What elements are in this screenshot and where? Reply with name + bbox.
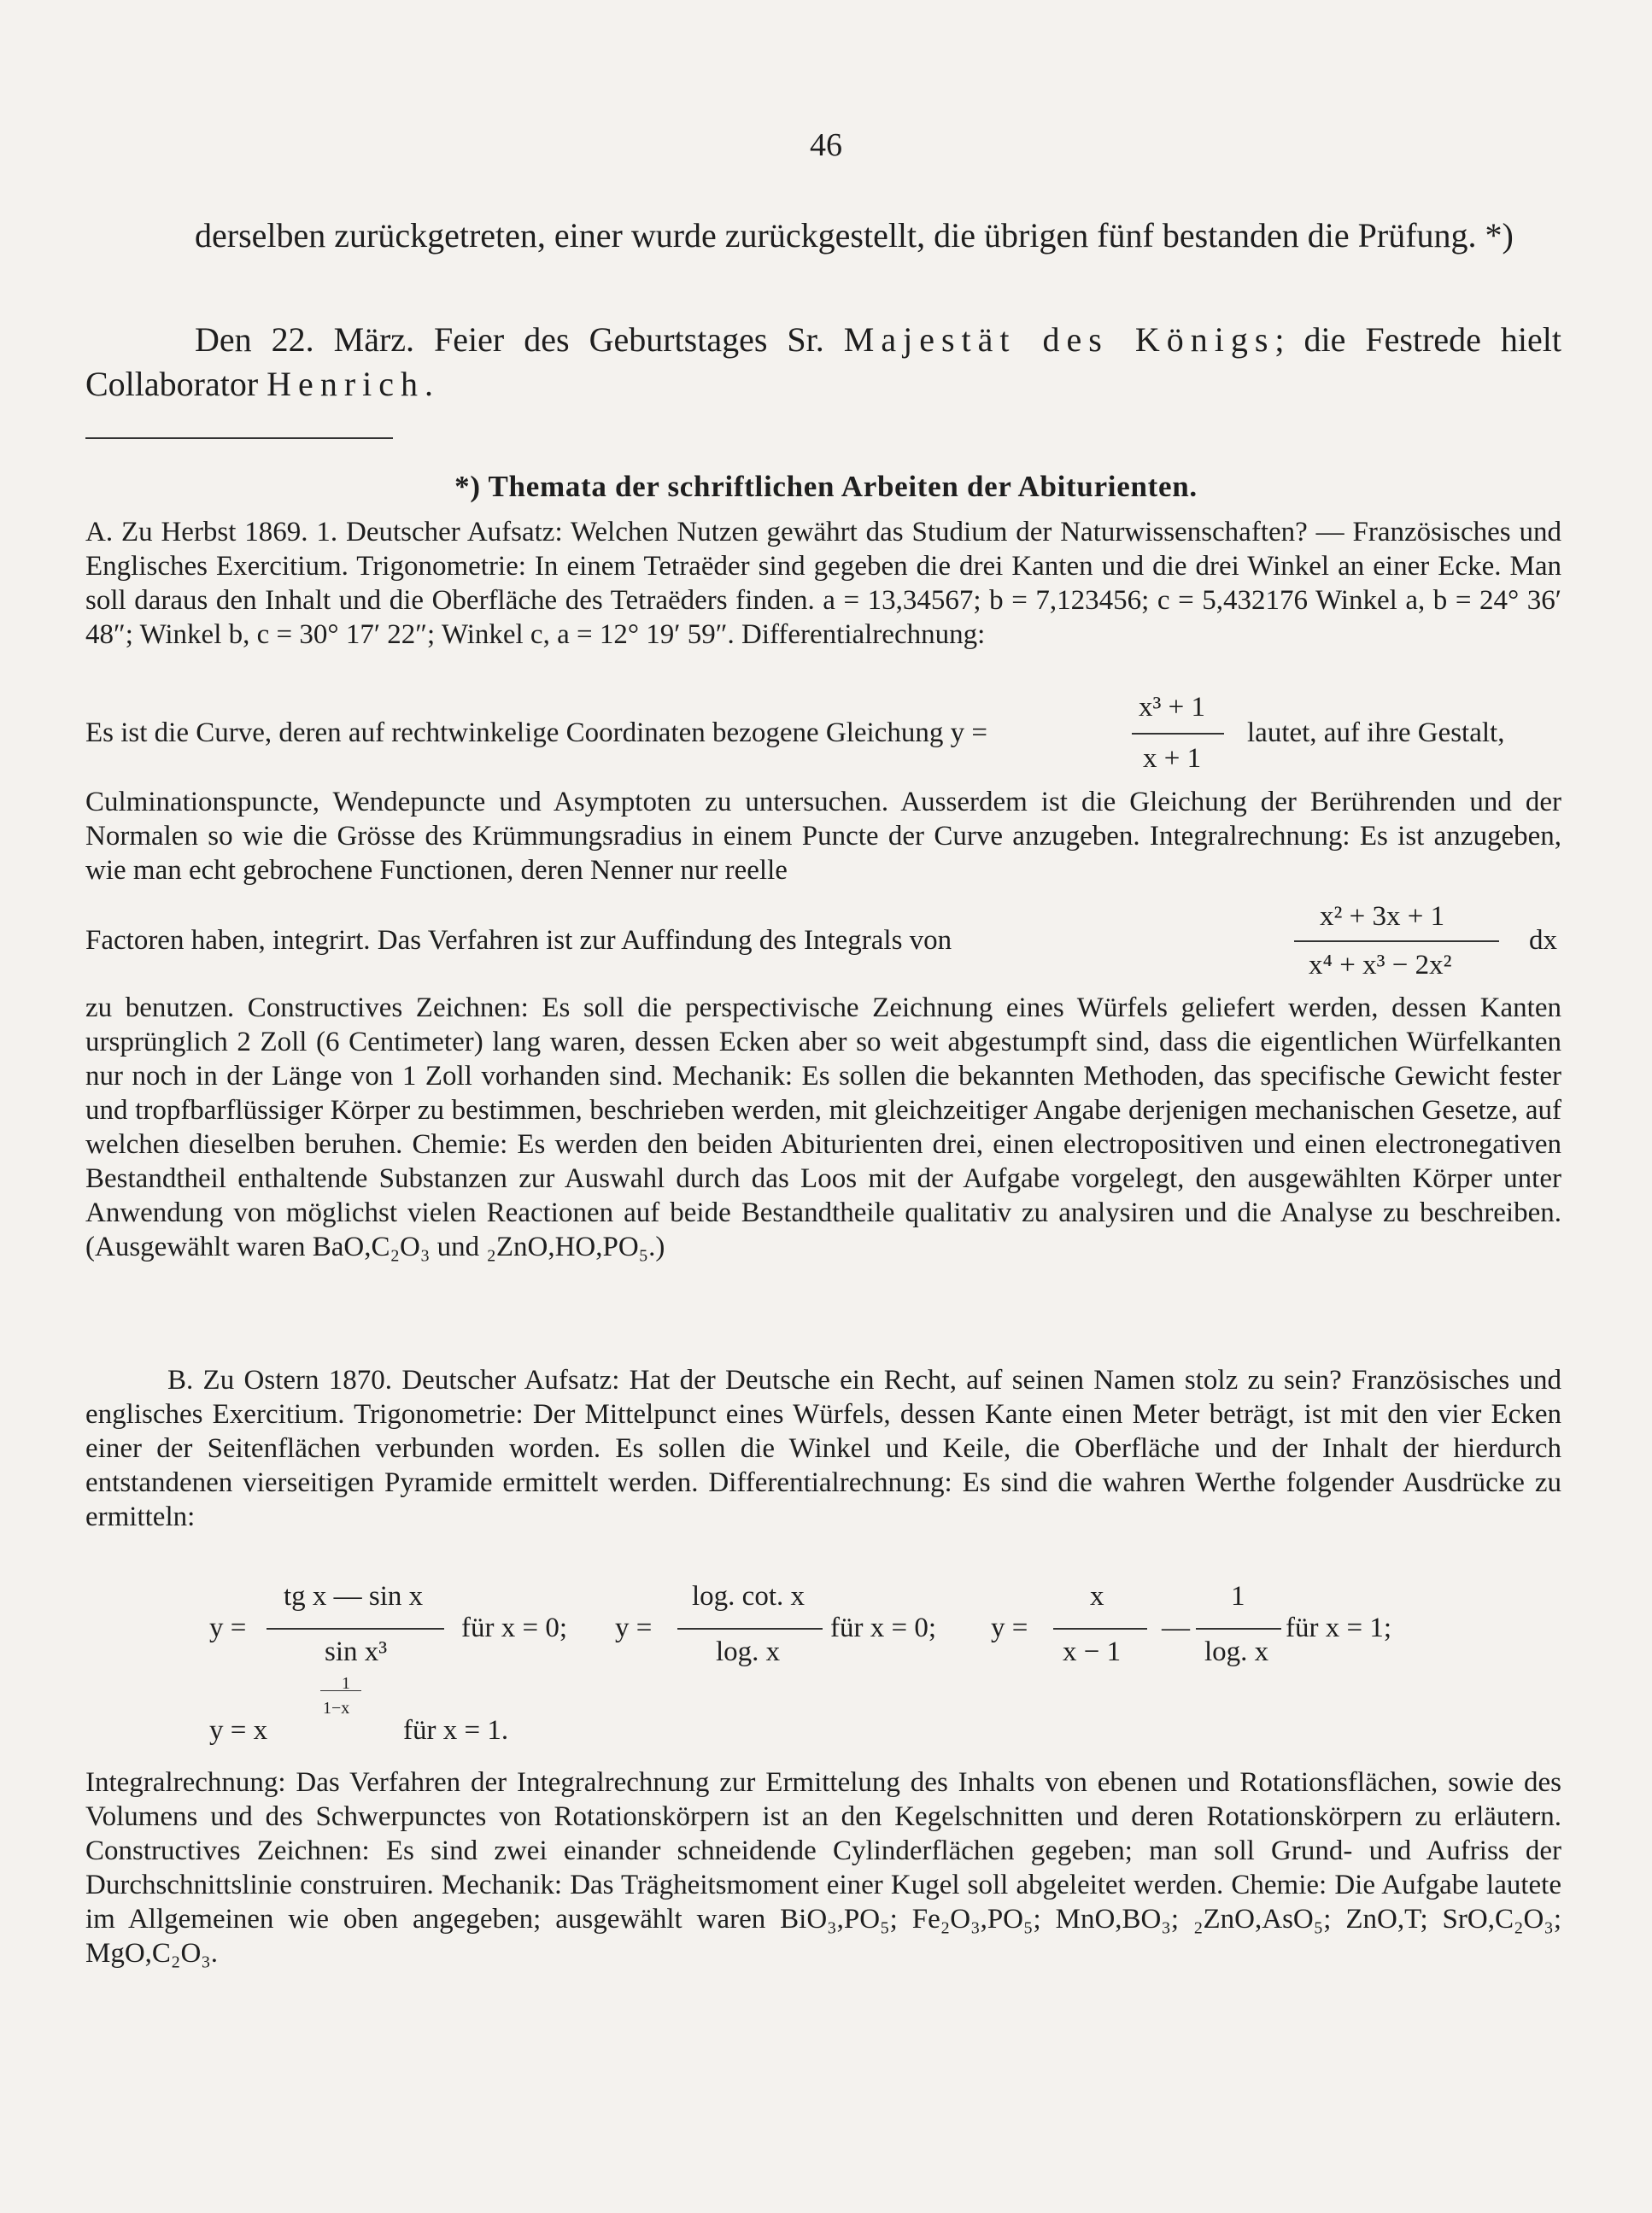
- section-a-text-2: Culminationspuncte, Wendepuncte und Asymptoten zu untersuchen. Ausserdem ist die Gleichung der Berührenden und der Normalen so wie die Grösse des Krümmungsradius in einem Puncte der Curve anzugeben. Integralrechnung: Es ist anzugeben, wie man echt gebrochene Functionen, deren Nenner nur reelle: [85, 787, 1561, 886]
- integral-numerator: x² + 3x + 1: [1320, 901, 1445, 932]
- section-a-text: A. Zu Herbst 1869. 1. Deutscher Aufsatz: Welchen Nutzen gewährt das Studium der Naturwissenschaften? — Französisches und Englisches Exercitium. Trigonometrie: In einem Tetraëder sind gegeben die drei Kanten und die drei Winkel an einer Ecke. Man soll daraus den Inhalt und die Oberfläche des Tetraëders finden. a = 13,34567; b = 7,123456; c = 5,432176 Winkel a, b = 24° 36′ 48″; Winkel b, c = 30° 17′ 22″; Winkel c, a = 12° 19′ 59″. Differentialrechnung:: [85, 517, 1561, 650]
- formula-2-y: y =: [615, 1613, 653, 1643]
- formula-4-exponent-bar: [320, 1690, 361, 1691]
- curve-denominator: x + 1: [1143, 743, 1202, 774]
- formula-4-condition: für x = 1.: [403, 1715, 509, 1746]
- formula-3b-bar: [1196, 1628, 1281, 1630]
- formula-3-y: y =: [991, 1613, 1028, 1643]
- formula-2-condition: für x = 0;: [830, 1613, 937, 1643]
- body-paragraph-1-text: derselben zurückgetreten, einer wurde zurückgestellt, die übrigen fünf bestanden die Prüfung. *): [195, 216, 1514, 255]
- curve-numerator: x³ + 1: [1139, 692, 1206, 723]
- footnote-title: *) Themata der schriftlichen Arbeiten der Abiturienten.: [454, 470, 1198, 503]
- page-number: 46: [810, 127, 842, 163]
- integral-dx: dx: [1529, 925, 1557, 956]
- formula-1-numerator: tg x — sin x: [284, 1581, 424, 1612]
- integral-denominator: x⁴ + x³ − 2x²: [1309, 950, 1452, 981]
- formula-1-bar: [267, 1628, 444, 1630]
- period: .: [425, 365, 433, 403]
- formula-3a-bar: [1053, 1628, 1147, 1630]
- formula-4-base: y = x: [209, 1715, 268, 1746]
- curve-line: [85, 716, 1561, 750]
- footnote-rule: [85, 437, 393, 439]
- formula-3a-numerator: x: [1090, 1581, 1104, 1612]
- formula-4-exponent-numerator: 1: [342, 1674, 350, 1693]
- formula-3a-denominator: x − 1: [1063, 1636, 1122, 1667]
- speaker-name: Henrich: [267, 365, 425, 403]
- formula-3b-denominator: log. x: [1204, 1636, 1269, 1667]
- formula-1-condition: für x = 0;: [461, 1613, 568, 1643]
- formula-3-minus: —: [1162, 1613, 1190, 1643]
- formula-4-exponent-denominator: 1−x: [323, 1699, 350, 1718]
- body-paragraph-2: [85, 318, 1561, 407]
- majesty-text: Majestät des Königs: [843, 320, 1275, 359]
- integral-lead: Factoren haben, integrirt. Das Verfahren ist zur Auffindung des Integrals von: [85, 925, 952, 956]
- section-b-text-2: Integralrechnung: Das Verfahren der Integralrechnung zur Ermittelung des Inhalts von ebenen und Rotationsflächen, sowie des Volumens und des Schwerpunctes von Rotationskörpern ist an den Kegelschnitten und deren Rotationskörpern zu erläutern. Constructives Zeichnen: Es sind zwei einander schneidende Cylinderflächen gegeben; man soll Grund- und Aufriss der Durchschnittslinie construiren. Mechanik: Das Trägheitsmoment einer Kugel soll abgeleitet werden. Chemie: Die Aufgabe lautete im Allgemeinen wie oben angegeben; ausgewählt waren BiO₃,PO₅; Fe₂O₃,PO₅; MnO,BO₃; ₂ZnO,AsO₅; ZnO,T; SrO,C₂O₃; MgO,C₂O₃.: [85, 1767, 1561, 1969]
- curve-tail: lautet, auf ihre Gestalt,: [1247, 717, 1505, 748]
- curve-lead: Es ist die Curve, deren auf rechtwinkelige Coordinaten bezogene Gleichung y =: [85, 717, 987, 748]
- formula-2-bar: [677, 1628, 823, 1630]
- body-paragraph-1: [85, 214, 1561, 258]
- formula-3b-numerator: 1: [1231, 1581, 1245, 1612]
- date-text: Den 22. März. Feier des Geburtstages Sr.: [195, 320, 844, 359]
- formula-2-numerator: log. cot. x: [692, 1581, 805, 1612]
- formula-2-denominator: log. x: [716, 1636, 781, 1667]
- section-b-text: B. Zu Ostern 1870. Deutscher Aufsatz: Hat der Deutsche ein Recht, auf seinen Namen stolz zu sein? Französisches und englisches Exercitium. Trigonometrie: Der Mittelpunct eines Würfels, dessen Kante einen Meter beträgt, ist mit den vier Ecken einer der Seitenflächen verbunden worden. Es sollen die Winkel und Keile, die Oberfläche und der Inhalt der hierdurch entstandenen vierseitigen Pyramide ermittelt werden. Differentialrechnung: Es sind die wahren Werthe folgender Ausdrücke zu ermitteln:: [85, 1365, 1561, 1532]
- formula-3-condition: für x = 1;: [1286, 1613, 1392, 1643]
- speech-text: ; die Festrede hielt Collaborator: [85, 320, 1561, 403]
- section-a-text-3: zu benutzen. Constructives Zeichnen: Es soll die perspectivische Zeichnung eines Würfels geliefert werden, dessen Kanten ursprünglich 2 Zoll (6 Centimeter) lang waren, dessen Ecken aber so weit abgestumpft sind, dass die eigentlichen Würfelkanten nur noch in der Länge von 1 Zoll vorhanden sind. Mechanik: Es sollen die bekannten Methoden, das specifische Gewicht fester und tropfbarflüssiger Körper zu bestimmen, beschrieben werden, mit gleichzeitiger Angabe derjenigen mechanischen Gesetze, auf welchen dieselben beruhen. Chemie: Es werden den beiden Abiturienten drei, einen electropositiven und einen electronegativen Bestandtheil enthaltende Substanzen zur Auswahl durch das Loos mit der Aufgabe vorgelegt, den ausgewählten Körper unter Anwendung von möglichst vielen Reactionen auf beide Bestandtheile qualitativ zu analysiren und die Analyse zu beschreiben. (Ausgewählt waren BaO,C₂O₃ und ₂ZnO,HO,PO₅.): [85, 992, 1561, 1262]
- formula-1-denominator: sin x³: [325, 1636, 388, 1667]
- formula-1-y: y =: [209, 1613, 247, 1643]
